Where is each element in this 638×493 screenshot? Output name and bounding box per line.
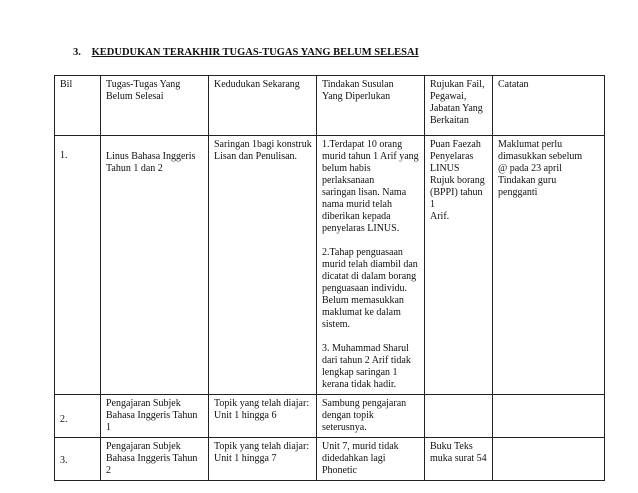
table-header-row [55, 76, 605, 136]
table-row [55, 438, 605, 481]
row-1-notes: Maklumat perlu dimasukkan sebelum @ pada 23 april Tindakan guru pengganti [493, 136, 605, 395]
row-1-reference: Puan Faezah Penyelaras LINUS Rujuk borang (BPPI) tahun 1 Arif. [425, 136, 493, 395]
table-row [55, 395, 605, 438]
row-2-bil-text: 2. [60, 414, 68, 425]
row-3-bil-text: 3. [60, 455, 68, 466]
row-2-bil [55, 395, 101, 438]
row-3-reference: Buku Teks muka surat 54 [425, 438, 493, 481]
pending-tasks-table [54, 75, 605, 481]
row-1-status: Saringan 1bagi konstruk Lisan dan Penulisan. [209, 136, 317, 395]
row-1-bil-text: 1. [60, 150, 68, 161]
section-heading [73, 47, 419, 58]
header-reference: Rujukan Fail, Pegawai, Jabatan Yang Berkaitan [425, 76, 493, 136]
header-notes: Catatan [493, 76, 605, 136]
row-3-status: Topik yang telah diajar: Unit 1 hingga 7 [209, 438, 317, 481]
header-status: Kedudukan Sekarang [209, 76, 317, 136]
row-3-bil [55, 438, 101, 481]
row-2-task: Pengajaran Subjek Bahasa Inggeris Tahun 1 [101, 395, 209, 438]
row-1-action [317, 136, 425, 395]
header-task: Tugas-Tugas Yang Belum Selesai [101, 76, 209, 136]
row-1-action-3: 3. Muhammad Sharul dari tahun 2 Arif tidak lengkap saringan 1 kerana tidak hadir. [322, 343, 411, 390]
row-2-notes [493, 395, 605, 438]
row-1-bil [55, 136, 101, 395]
row-2-action: Sambung pengajaran dengan topik seterusnya. [317, 395, 425, 438]
row-2-reference [425, 395, 493, 438]
row-1-action-2: 2.Tahap penguasaan murid telah diambil dan dicatat di dalam borang penguasaan individu. Belum memasukkan maklumat ke dalam sistem. [322, 247, 418, 330]
section-number: 3. [73, 47, 81, 58]
row-2-status: Topik yang telah diajar: Unit 1 hingga 6 [209, 395, 317, 438]
row-3-task: Pengajaran Subjek Bahasa Inggeris Tahun 2 [101, 438, 209, 481]
header-bil: Bil [55, 76, 101, 136]
section-title: KEDUDUKAN TERAKHIR TUGAS-TUGAS YANG BELUM SELESAI [91, 47, 419, 58]
row-1-task-text: Linus Bahasa Inggeris Tahun 1 dan 2 [106, 151, 196, 174]
row-1-task [101, 136, 209, 395]
row-1-action-1: 1.Terdapat 10 orang murid tahun 1 Arif yang belum habis perlaksanaan saringan lisan. Nama nama murid telah diberikan kepada penyelaras LINUS. [322, 139, 419, 234]
row-3-notes [493, 438, 605, 481]
header-action: Tindakan Susulan Yang Diperlukan [317, 76, 425, 136]
table-row [55, 136, 605, 395]
row-3-action: Unit 7, murid tidak didedahkan lagi Phonetic [317, 438, 425, 481]
